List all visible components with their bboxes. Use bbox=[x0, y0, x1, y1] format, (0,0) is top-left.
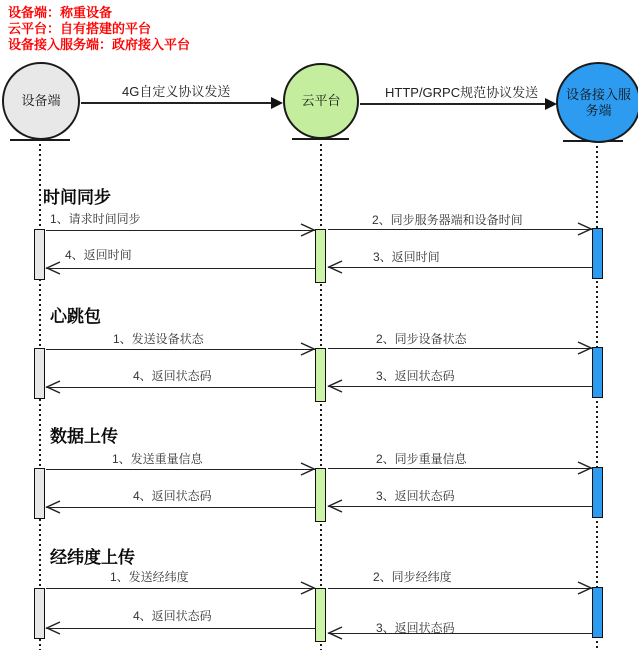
s2-m4-arrow bbox=[46, 387, 315, 388]
s2-cloud-activation bbox=[315, 348, 326, 402]
s3-cloud-activation bbox=[315, 468, 326, 522]
arrowhead-open-right-icon bbox=[575, 580, 593, 596]
s4-m1-label: 1、发送经纬度 bbox=[110, 570, 189, 584]
arrowhead-open-left-icon bbox=[327, 378, 345, 394]
arrowhead-solid-right-icon bbox=[271, 97, 283, 109]
arrowhead-open-left-icon bbox=[327, 259, 345, 275]
section-3-title: 数据上传 bbox=[50, 427, 118, 446]
s2-m4-label: 4、返回状态码 bbox=[133, 369, 212, 383]
actor-cloud-circle bbox=[283, 63, 359, 139]
s1-m2-arrow bbox=[328, 229, 592, 230]
s4-m2-label: 2、同步经纬度 bbox=[373, 570, 452, 584]
s3-m3-arrow bbox=[328, 506, 592, 507]
header-arrow-http-line bbox=[360, 103, 545, 105]
s1-device-activation bbox=[34, 229, 45, 280]
s2-m3-label: 3、返回状态码 bbox=[376, 369, 455, 383]
arrowhead-open-right-icon bbox=[575, 221, 593, 237]
section-1-title: 时间同步 bbox=[43, 188, 111, 207]
header-arrow-http-label: HTTP/GRPC规范协议发送 bbox=[385, 85, 539, 100]
s2-m2-label: 2、同步设备状态 bbox=[376, 332, 467, 346]
s4-m3-arrow bbox=[328, 633, 592, 634]
arrowhead-solid-right-icon bbox=[545, 98, 557, 110]
s4-m1-arrow bbox=[46, 588, 315, 589]
arrowhead-open-left-icon bbox=[327, 625, 345, 641]
s4-m4-label: 4、返回状态码 bbox=[133, 609, 212, 623]
arrowhead-open-right-icon bbox=[298, 580, 316, 596]
legend-line-cloud: 云平台：自有搭建的平台 bbox=[8, 21, 152, 36]
s4-cloud-activation bbox=[315, 588, 326, 642]
header-arrow-4g-label: 4G自定义协议发送 bbox=[122, 84, 231, 99]
s2-device-activation bbox=[34, 348, 45, 399]
s2-m2-arrow bbox=[328, 348, 592, 349]
arrowhead-open-right-icon bbox=[575, 340, 593, 356]
s4-device-activation bbox=[34, 588, 45, 639]
arrowhead-open-right-icon bbox=[575, 460, 593, 476]
s1-server-activation bbox=[592, 228, 603, 279]
legend-line-server: 设备接入服务端：政府接入平台 bbox=[8, 37, 191, 52]
s4-m2-arrow bbox=[328, 588, 592, 589]
s1-m4-arrow bbox=[46, 268, 315, 269]
actor-cloud-label: 云平台 bbox=[301, 93, 341, 109]
section-2-title: 心跳包 bbox=[50, 307, 101, 326]
s2-m3-arrow bbox=[328, 386, 592, 387]
s2-server-activation bbox=[592, 347, 603, 398]
actor-server-circle bbox=[556, 62, 638, 143]
legend bbox=[8, 5, 190, 53]
s4-server-activation bbox=[592, 587, 603, 638]
arrowhead-open-left-icon bbox=[45, 620, 63, 636]
arrowhead-open-left-icon bbox=[45, 379, 63, 395]
s3-m3-label: 3、返回状态码 bbox=[376, 489, 455, 503]
arrowhead-open-right-icon bbox=[298, 222, 316, 238]
s3-device-activation bbox=[34, 468, 45, 519]
s2-m1-label: 1、发送设备状态 bbox=[113, 332, 204, 346]
arrowhead-open-right-icon bbox=[298, 341, 316, 357]
arrowhead-open-left-icon bbox=[327, 498, 345, 514]
s3-m1-label: 1、发送重量信息 bbox=[112, 452, 203, 466]
actor-device-circle bbox=[2, 62, 80, 140]
s3-m4-arrow bbox=[46, 507, 315, 508]
lifeline-server bbox=[596, 146, 598, 650]
s1-cloud-activation bbox=[315, 229, 326, 283]
s3-m1-arrow bbox=[46, 469, 315, 470]
header-arrow-4g-line bbox=[81, 102, 271, 104]
actor-device-label: 设备端 bbox=[21, 93, 61, 109]
s1-m3-arrow bbox=[328, 267, 592, 268]
s3-server-activation bbox=[592, 467, 603, 518]
s2-m1-arrow bbox=[46, 349, 315, 350]
arrowhead-open-right-icon bbox=[298, 461, 316, 477]
s1-m1-arrow bbox=[46, 230, 315, 231]
arrowhead-open-left-icon bbox=[45, 260, 63, 276]
legend-line-device: 设备端：称重设备 bbox=[8, 5, 113, 20]
s3-m4-label: 4、返回状态码 bbox=[133, 489, 212, 503]
s3-m2-arrow bbox=[328, 468, 592, 469]
s1-m1-label: 1、请求时间同步 bbox=[50, 212, 141, 226]
s4-m4-arrow bbox=[46, 628, 315, 629]
arrowhead-open-left-icon bbox=[45, 499, 63, 515]
s4-m3-label: 3、返回状态码 bbox=[376, 621, 455, 635]
section-4-title: 经纬度上传 bbox=[50, 548, 135, 567]
actor-server-label: 设备接入服务端 bbox=[565, 86, 631, 118]
s1-m3-label: 3、返回时间 bbox=[373, 250, 440, 264]
s3-m2-label: 2、同步重量信息 bbox=[376, 452, 467, 466]
s1-m4-label: 4、返回时间 bbox=[65, 248, 132, 262]
s1-m2-label: 2、同步服务器端和设备时间 bbox=[372, 213, 523, 227]
